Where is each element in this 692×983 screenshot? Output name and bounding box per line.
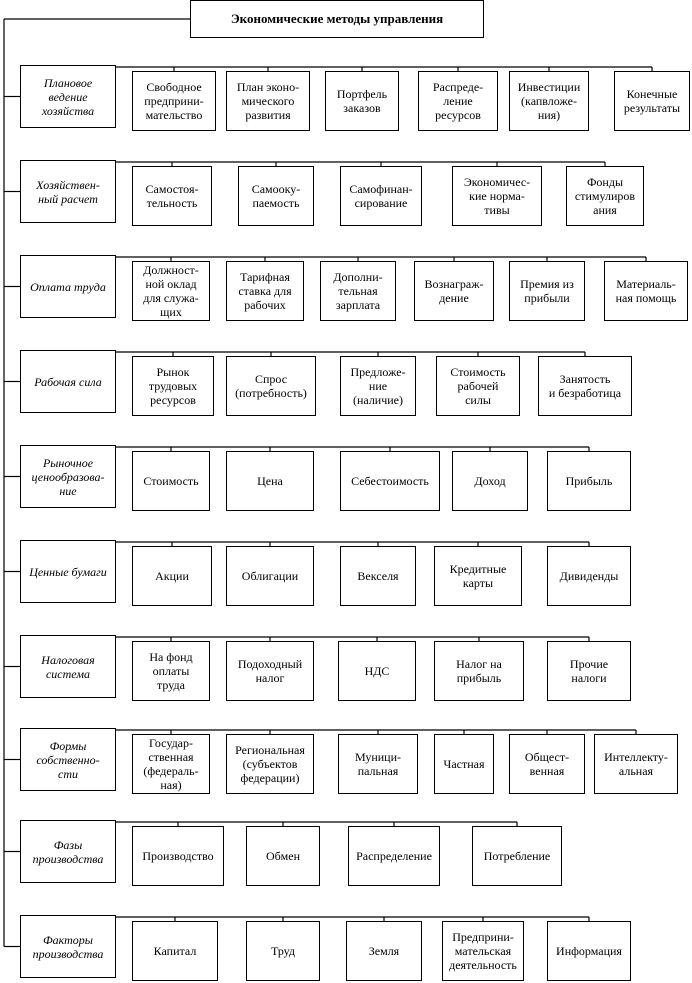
item-box-label: Производство — [142, 849, 214, 863]
item-box-label: Предприни- мательская деятельность — [449, 930, 517, 972]
item-box-label: План эконо- мического развития — [236, 80, 300, 122]
item-box — [418, 71, 498, 131]
item-box-label: Материаль- ная помощь — [615, 277, 677, 305]
item-box-label: Распреде- ление ресурсов — [432, 80, 484, 122]
item-box — [547, 451, 631, 511]
item-box-label: Занятость и безработица — [548, 372, 622, 400]
item-box-label: Самостоя- тельность — [145, 182, 199, 210]
item-box — [238, 166, 314, 226]
item-box — [452, 166, 542, 226]
item-box — [547, 641, 631, 701]
item-box-label: Вознаграж- дение — [424, 277, 484, 305]
item-box — [132, 356, 214, 416]
item-box — [340, 166, 422, 226]
item-box-label: Труд — [270, 944, 296, 958]
item-box-label: Кредитные карты — [449, 562, 507, 590]
item-box-label: Частная — [443, 757, 485, 771]
item-box — [226, 546, 314, 606]
item-box — [226, 734, 314, 794]
item-box — [348, 826, 440, 886]
item-box-label: Экономичес- кие норма- тивы — [463, 175, 531, 217]
item-box-label: Рынок трудовых ресурсов — [148, 365, 198, 407]
item-box — [132, 166, 212, 226]
item-box — [246, 826, 320, 886]
item-box — [434, 641, 524, 701]
item-box-label: Прочие налоги — [569, 657, 609, 685]
item-box — [132, 921, 218, 981]
category-box — [20, 915, 116, 978]
item-box-label: Акции — [155, 569, 189, 583]
item-box-label: Конечные результаты — [623, 87, 681, 115]
item-box — [509, 734, 585, 794]
item-box-label: Капитал — [153, 944, 197, 958]
item-box-label: Прибыль — [565, 474, 613, 488]
item-box — [434, 546, 522, 606]
item-box-label: Общест- венная — [524, 750, 570, 778]
item-box-label: Региональная (субъектов федерации) — [235, 743, 305, 785]
item-box — [472, 826, 562, 886]
category-box-label: Рабочая сила — [34, 374, 102, 389]
category-box-label: Оплата труда — [30, 279, 106, 294]
category-box-label: Ценные бумаги — [29, 564, 107, 579]
item-box-label: Дополни- тельная зарплата — [333, 270, 383, 312]
item-box-label: На фонд оплаты труда — [149, 650, 193, 692]
category-box — [20, 160, 116, 223]
item-box — [132, 826, 224, 886]
item-box-label: Потребление — [483, 849, 551, 863]
item-box — [340, 356, 416, 416]
item-box — [604, 261, 688, 321]
item-box-label: Интеллекту- альная — [604, 750, 668, 778]
category-box — [20, 350, 116, 413]
category-box — [20, 540, 116, 603]
item-box-label: Распределение — [356, 849, 432, 863]
category-box — [20, 445, 116, 508]
item-box-label: Доход — [474, 474, 506, 488]
item-box-label: Информация — [556, 944, 622, 958]
category-box — [20, 255, 116, 318]
category-box-label: Факторы производства — [32, 932, 104, 961]
item-box-label: НДС — [364, 664, 390, 678]
item-box-label: Самофинан- сирование — [349, 182, 413, 210]
item-box — [594, 734, 678, 794]
item-box — [509, 261, 585, 321]
item-box — [538, 356, 632, 416]
item-box — [320, 261, 396, 321]
item-box-label: Спрос (потребность) — [235, 372, 307, 400]
item-box-label: Премия из прибыли — [520, 277, 574, 305]
item-box — [442, 921, 524, 981]
item-box — [340, 451, 440, 511]
item-box — [226, 261, 304, 321]
diagram-title: Экономические методы управления — [190, 0, 484, 38]
item-box-label: Земля — [368, 944, 400, 958]
item-box-label: Самооку- паемость — [251, 182, 301, 210]
item-box-label: Фонды стимулиров ания — [574, 175, 636, 217]
category-box — [20, 820, 116, 883]
item-box — [132, 641, 210, 701]
item-box-label: Инвестиции (капвложе- ния) — [517, 80, 581, 122]
item-box — [566, 166, 644, 226]
item-box — [509, 71, 589, 131]
item-box-label: Векселя — [357, 569, 399, 583]
item-box — [132, 451, 210, 511]
item-box-label: Муници- пальная — [354, 750, 402, 778]
item-box — [614, 71, 690, 131]
category-box-label: Рыночное ценообразова- ние — [31, 455, 105, 498]
item-box — [226, 451, 314, 511]
item-box-label: Себестоимость — [351, 474, 429, 488]
item-box — [246, 921, 320, 981]
item-box-label: Предложе- ние (наличие) — [350, 365, 406, 407]
category-box-label: Плановое ведение хозяйства — [41, 75, 95, 118]
item-box — [340, 546, 416, 606]
category-box — [20, 635, 116, 698]
item-box — [226, 356, 316, 416]
item-box-label: Дивиденды — [559, 569, 619, 583]
item-box — [338, 734, 418, 794]
item-box-label: Налог на прибыль — [456, 657, 502, 685]
item-box-label: Портфель заказов — [336, 87, 388, 115]
item-box — [226, 641, 314, 701]
item-box-label: Стоимость рабочей силы — [450, 365, 506, 407]
item-box — [434, 734, 494, 794]
item-box — [132, 261, 210, 321]
item-box-label: Государ- ственная (федераль- ная) — [143, 736, 199, 792]
item-box-label: Цена — [257, 474, 283, 488]
category-box — [20, 728, 116, 791]
item-box-label: Облигации — [241, 569, 299, 583]
category-box — [20, 65, 116, 128]
item-box — [226, 71, 310, 131]
item-box-label: Стоимость — [143, 474, 199, 488]
item-box-label: Свободное предприни- мательство — [144, 80, 204, 122]
item-box-label: Подоходный налог — [237, 657, 303, 685]
item-box — [338, 641, 416, 701]
item-box — [547, 921, 631, 981]
item-box-label: Тарифная ставка для рабочих — [238, 270, 292, 312]
item-box-label: Обмен — [266, 849, 300, 863]
category-box-label: Формы собственно- сти — [36, 738, 100, 781]
item-box — [547, 546, 631, 606]
item-box — [452, 451, 528, 511]
item-box-label: Должност- ной оклад для служа- щих — [143, 263, 199, 319]
item-box — [132, 71, 216, 131]
item-box — [132, 734, 210, 794]
item-box — [436, 356, 520, 416]
item-box — [325, 71, 399, 131]
category-box-label: Хозяйствен- ный расчет — [36, 177, 100, 206]
item-box — [414, 261, 494, 321]
category-box-label: Налоговая система — [41, 652, 95, 681]
item-box — [132, 546, 212, 606]
item-box — [346, 921, 422, 981]
category-box-label: Фазы производства — [32, 837, 104, 866]
